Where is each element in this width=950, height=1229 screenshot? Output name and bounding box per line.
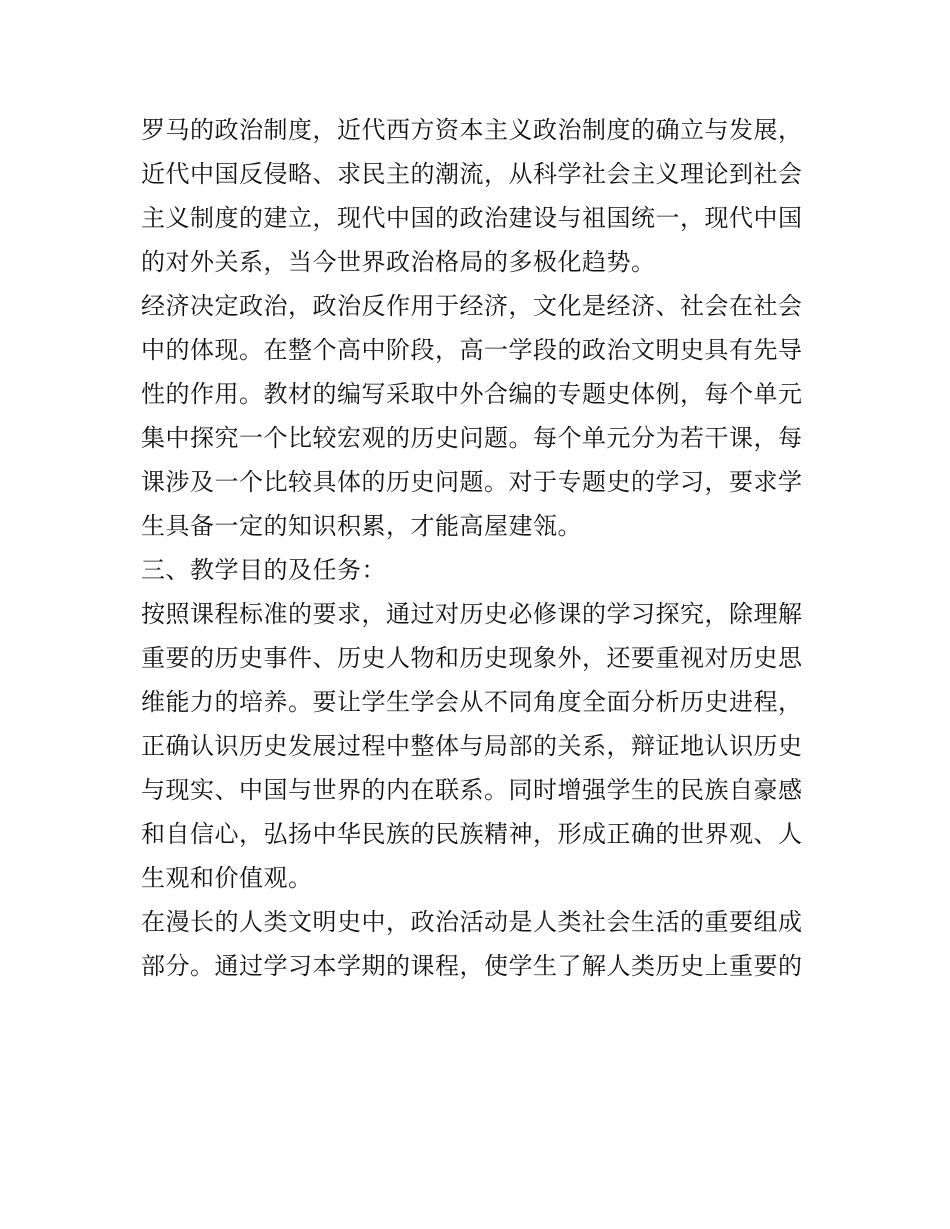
text-line: 罗马的政治制度，近代西方资本主义政治制度的确立与发展， — [141, 116, 803, 144]
document-body — [141, 108, 813, 988]
text-line: 集中探究一个比较宏观的历史问题。每个单元分为若干课，每 — [141, 424, 803, 452]
text-line: 经济决定政治，政治反作用于经济，文化是经济、社会在社会 — [141, 292, 803, 320]
text-line: 和自信心，弘扬中华民族的民族精神，形成正确的世界观、人 — [141, 820, 803, 848]
section-heading: 三、教学目的及任务： — [141, 556, 386, 584]
text-line: 生具备一定的知识积累，才能高屋建瓴。 — [141, 512, 582, 540]
text-line: 部分。通过学习本学期的课程，使学生了解人类历史上重要的 — [141, 952, 803, 980]
text-line: 性的作用。教材的编写采取中外合编的专题史体例，每个单元 — [141, 380, 803, 408]
text-line: 课涉及一个比较具体的历史问题。对于专题史的学习，要求学 — [141, 468, 803, 496]
text-line: 与现实、中国与世界的内在联系。同时增强学生的民族自豪感 — [141, 776, 803, 804]
text-line: 按照课程标准的要求，通过对历史必修课的学习探究，除理解 — [141, 600, 803, 628]
text-line: 主义制度的建立，现代中国的政治建设与祖国统一，现代中国 — [141, 204, 803, 232]
text-line: 近代中国反侵略、求民主的潮流，从科学社会主义理论到社会 — [141, 160, 803, 188]
text-line: 生观和价值观。 — [141, 864, 313, 892]
text-line: 正确认识历史发展过程中整体与局部的关系，辩证地认识历史 — [141, 732, 803, 760]
text-line: 中的体现。在整个高中阶段，高一学段的政治文明史具有先导 — [141, 336, 803, 364]
text-line: 维能力的培养。要让学生学会从不同角度全面分析历史进程， — [141, 688, 803, 716]
text-line: 的对外关系，当今世界政治格局的多极化趋势。 — [141, 248, 656, 276]
text-line: 在漫长的人类文明史中，政治活动是人类社会生活的重要组成 — [141, 908, 803, 936]
text-line: 重要的历史事件、历史人物和历史现象外，还要重视对历史思 — [141, 644, 803, 672]
